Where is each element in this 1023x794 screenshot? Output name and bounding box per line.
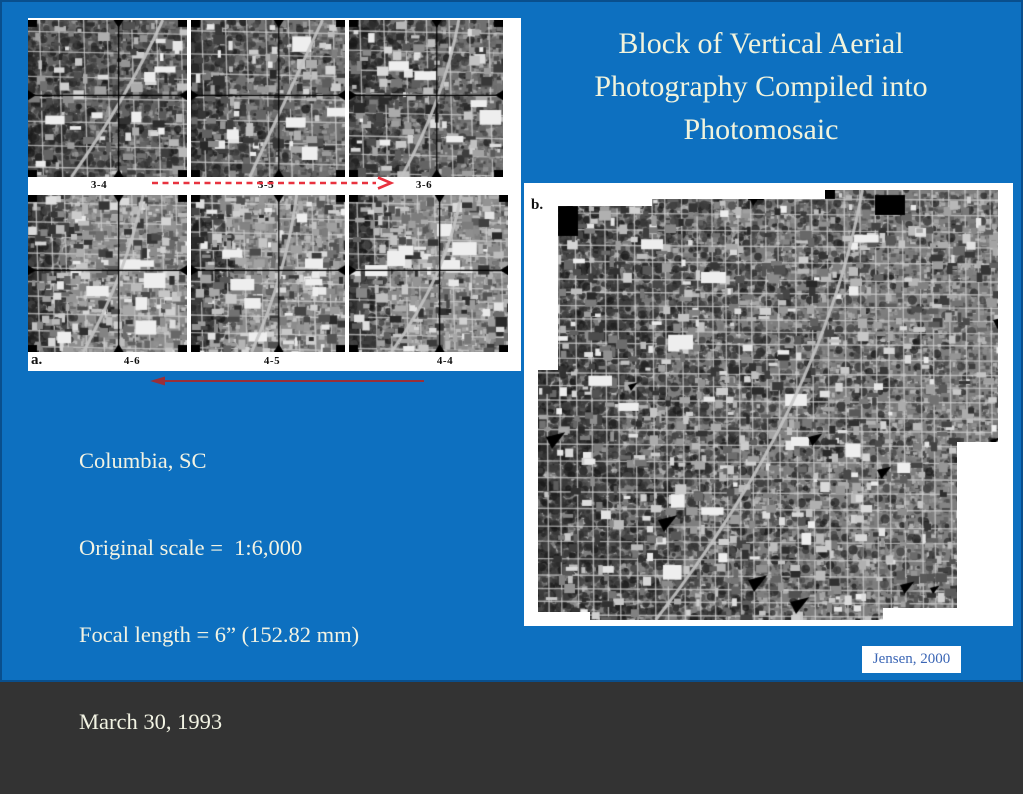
figure-b-label: b. <box>531 197 544 213</box>
aerial-photo-4-6 <box>28 195 187 352</box>
slide-title <box>545 22 977 151</box>
caption-location: Columbia, SC <box>79 448 207 473</box>
figure-a-photo-block <box>28 18 521 371</box>
aerial-photo-4-5 <box>191 195 345 352</box>
photo-label-3-6: 3-6 <box>415 179 433 191</box>
citation-text: Jensen, 2000 <box>872 651 951 667</box>
flight-direction-arrow-right <box>148 176 396 190</box>
caption <box>79 388 359 794</box>
caption-date: March 30, 1993 <box>79 709 223 734</box>
citation-badge <box>862 646 961 673</box>
slide-title-line: Photomosaic <box>683 113 839 146</box>
photo-label-4-6: 4-6 <box>123 355 141 367</box>
photomosaic-image <box>538 190 998 620</box>
aerial-photo-4-4 <box>349 195 508 352</box>
slide-title-line: Block of Vertical Aerial <box>618 27 904 60</box>
photo-label-3-4: 3-4 <box>90 179 108 191</box>
figure-a-label: a. <box>31 352 43 368</box>
aerial-photo-3-6 <box>349 20 503 177</box>
figure-b-mosaic-panel <box>524 183 1013 626</box>
caption-scale: Original scale = 1:6,000 <box>79 535 303 560</box>
slide-title-line: Photography Compiled into <box>594 70 928 103</box>
photo-label-4-4: 4-4 <box>436 355 454 367</box>
aerial-photo-3-4 <box>28 20 187 177</box>
photo-label-4-5: 4-5 <box>263 355 281 367</box>
aerial-photo-3-5 <box>191 20 345 177</box>
flight-direction-arrow-left <box>148 374 426 388</box>
photo-label-3-5: 3-5 <box>257 179 275 191</box>
caption-focal-length: Focal length = 6” (152.82 mm) <box>79 622 360 647</box>
